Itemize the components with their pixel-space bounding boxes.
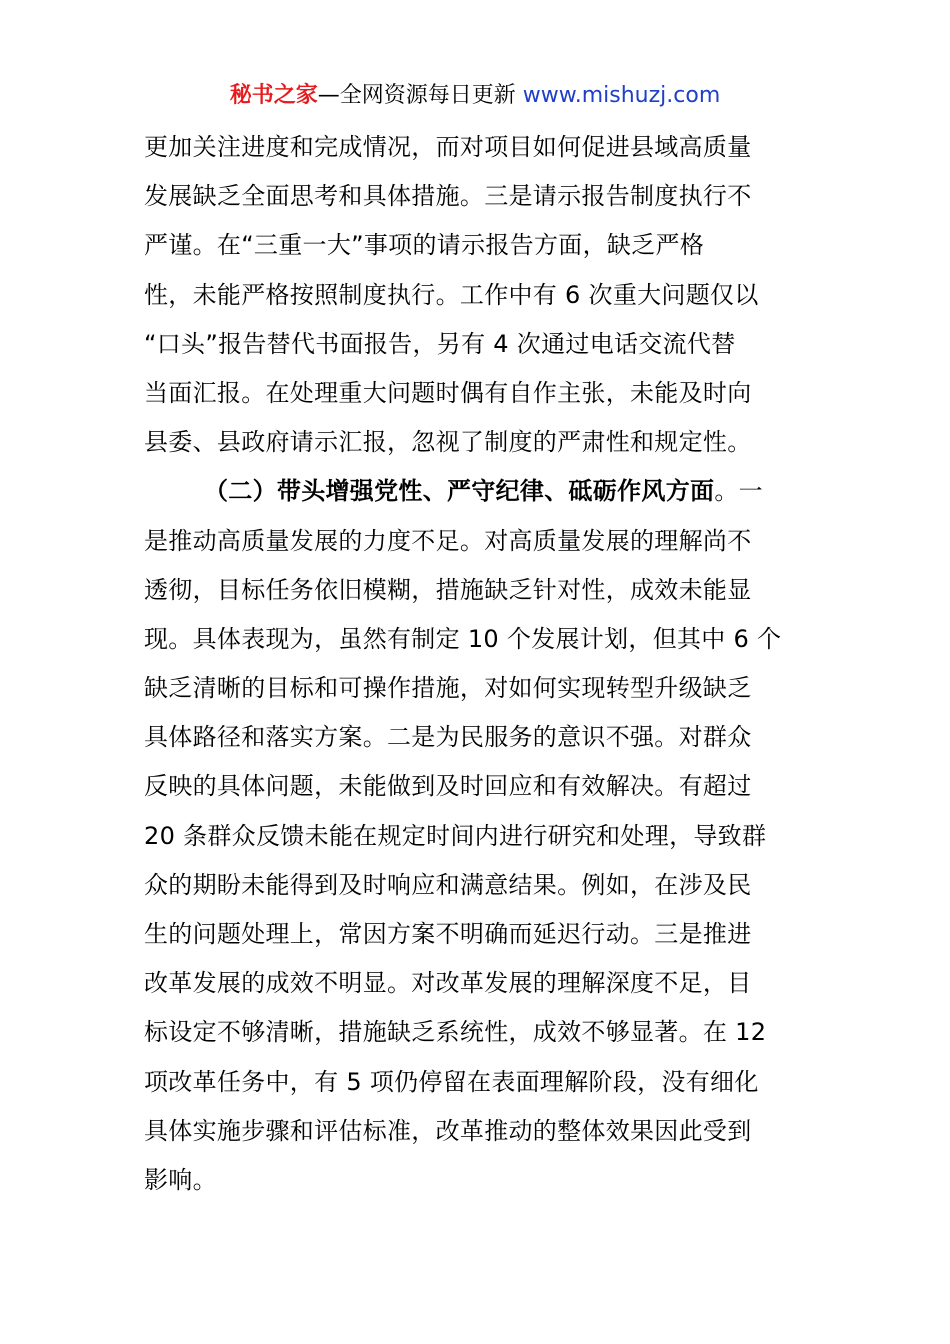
body-line: 发展缺乏全面思考和具体措施。三是请示报告制度执行不 [144, 182, 752, 211]
section-line: 具体路径和落实方案。二是为民服务的意识不强。对群众 [144, 723, 752, 752]
section-heading-line [144, 467, 808, 516]
section-line: 标设定不够清晰，措施缺乏系统性，成效不够显著。在 12 [144, 1018, 767, 1047]
body-line: 更加关注进度和完成情况，而对项目如何促进县域高质量 [144, 133, 752, 161]
body-line: 严谨。在“三重一大”事项的请示报告方面，缺乏严格 [144, 231, 705, 260]
section-line: 反映的具体问题，未能做到及时回应和有效解决。有超过 [144, 772, 752, 801]
section-line: 改革发展的成效不明显。对改革发展的理解深度不足，目 [144, 969, 752, 998]
section-line: 透彻，目标任务依旧模糊，措施缺乏针对性，成效未能显 [144, 575, 752, 604]
section-line: 现。具体表现为，虽然有制定 10 个发展计划，但其中 6 个 [144, 624, 782, 653]
section-line: 影响。 [144, 1165, 217, 1194]
document-body [144, 123, 808, 1205]
site-header [0, 80, 950, 112]
site-url-link[interactable]: www.mishuzj.com [522, 83, 721, 108]
section-line: 具体实施步骤和评估标准，改革推动的整体效果因此受到 [144, 1116, 752, 1145]
body-line: “口头”报告替代书面报告，另有 4 次通过电话交流代替 [144, 329, 736, 358]
body-line: 当面汇报。在处理重大问题时偶有自作主张，未能及时向 [144, 378, 752, 407]
section-line: 项改革任务中，有 5 项仍停留在表面理解阶段，没有细化 [144, 1067, 759, 1096]
brand-name: 秘书之家 [229, 83, 318, 108]
header-tagline: —全网资源每日更新 [317, 83, 523, 108]
body-line: 县委、县政府请示汇报，忽视了制度的严肃性和规定性。 [144, 428, 752, 457]
section-heading-tail: 。一 [714, 477, 763, 506]
section-line: 缺乏清晰的目标和可操作措施，对如何实现转型升级缺乏 [144, 674, 752, 703]
section-heading: （二）带头增强党性、严守纪律、砥砺作风方面 [204, 477, 715, 506]
section-line: 生的问题处理上，常因方案不明确而延迟行动。三是推进 [144, 920, 752, 948]
section-line: 20 条群众反馈未能在规定时间内进行研究和处理，导致群 [144, 821, 767, 850]
body-line: 性，未能严格按照制度执行。工作中有 6 次重大问题仅以 [144, 280, 759, 309]
section-line: 众的期盼未能得到及时响应和满意结果。例如，在涉及民 [144, 870, 752, 899]
section-line: 是推动高质量发展的力度不足。对高质量发展的理解尚不 [144, 526, 752, 555]
